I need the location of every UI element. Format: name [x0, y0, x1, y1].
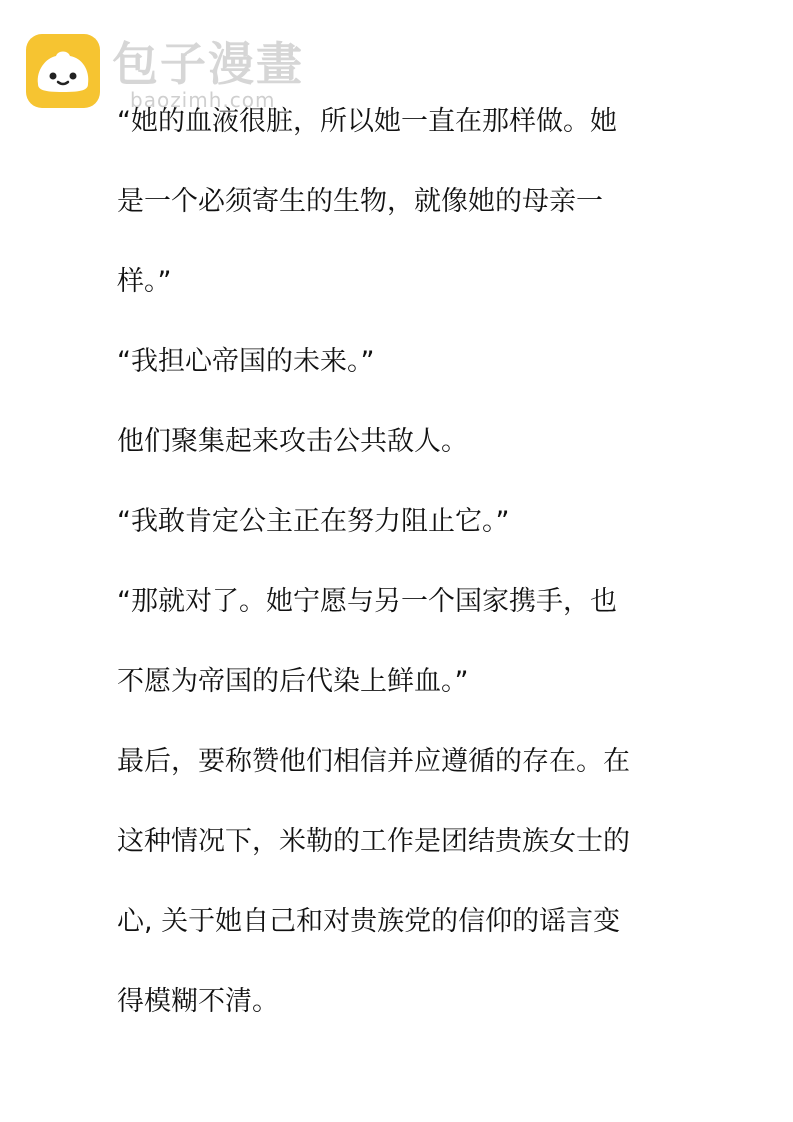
- text-line: 不愿为帝国的后代染上鲜血。”: [117, 666, 469, 697]
- text-line: “我敢肯定公主正在努力阻止它。”: [117, 506, 510, 537]
- text-line: 这种情况下，米勒的工作是团结贵族女士的: [117, 826, 630, 857]
- text-line: “那就对了。她宁愿与另一个国家携手，也: [117, 586, 617, 617]
- text-line: 他们聚集起来攻击公共敌人。: [117, 426, 468, 457]
- text-line: 最后，要称赞他们相信并应遵循的存在。在: [117, 746, 630, 777]
- text-line: 样。”: [117, 266, 172, 297]
- text-line: “她的血液很脏，所以她一直在那样做。她: [117, 106, 617, 137]
- article-body: [117, 82, 687, 1042]
- bun-face-icon: [26, 34, 100, 108]
- watermark-title: 包子漫畫: [112, 37, 304, 91]
- text-line: “我担心帝国的未来。”: [117, 346, 375, 377]
- text-line: 心, 关于她自己和对贵族党的信仰的谣言变: [117, 906, 621, 937]
- watermark-subtitle: baozimh.com: [130, 88, 276, 112]
- text-line: 得模糊不清。: [117, 986, 279, 1017]
- text-line: 是一个必须寄生的生物，就像她的母亲一: [117, 186, 603, 217]
